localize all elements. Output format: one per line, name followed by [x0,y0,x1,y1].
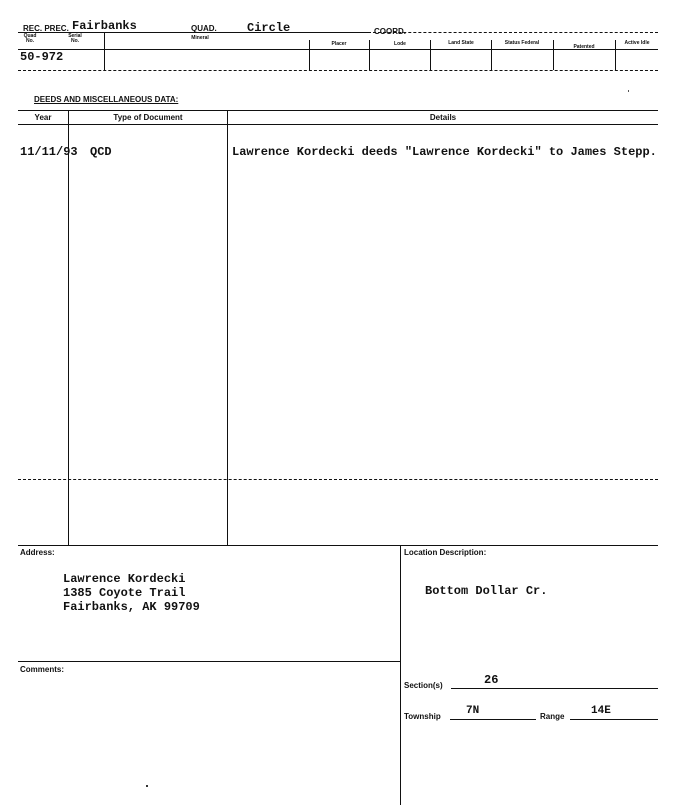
deeds-col-details: Details [429,113,457,122]
address-line-3: Fairbanks, AK 99709 [63,600,200,614]
deeds-rule-header [18,124,658,125]
deeds-rule-bottom [18,545,658,546]
header-divider-lode [369,40,370,70]
scan-speck [628,90,629,92]
scan-speck [146,785,148,787]
header-divider-patented [553,40,554,70]
deeds-col-year: Year [34,113,52,122]
section-label: Section(s) [404,681,443,690]
rec-prec-value: Fairbanks [72,19,137,33]
col-placer: Placer [331,41,347,47]
header-divider-status [491,40,492,70]
range-underline [570,719,658,720]
col-serial-no: Serial No. [68,33,82,44]
header-divider-active [615,40,616,70]
header-rule-bottom [18,70,658,71]
header-divider-mineral [104,32,105,70]
deeds-col-type: Type of Document [113,113,183,122]
header-rule-mid [18,49,658,50]
township-label: Township [404,712,441,721]
township-value: 7N [466,705,480,717]
comments-rule-top [18,661,400,662]
comments-label: Comments: [20,665,65,674]
location-value: Bottom Dollar Cr. [425,584,548,598]
bottom-divider-vertical [400,545,401,805]
address-label: Address: [20,548,55,557]
address-line-2: 1385 Coyote Trail [63,586,186,600]
deed-row-details: Lawrence Kordecki deeds "Lawrence Kordecki" to James Stepp. [232,145,657,159]
range-label: Range [540,712,565,721]
section-underline [451,688,658,689]
deed-row-year: 11/11/93 [20,145,78,159]
section-value: 26 [484,673,499,687]
quad-value: Circle [247,21,291,35]
quad-label: QUAD. [191,24,217,33]
col-patented: Patented [573,44,595,50]
deeds-rule-dashed [18,479,658,480]
township-underline [450,719,536,720]
header-divider-placer [309,40,310,70]
location-label: Location Description: [404,548,487,557]
deed-row-type: QCD [90,145,112,159]
col-quad-no: Quad No. [23,33,37,44]
range-value: 14E [591,705,611,717]
col-status-federal: Status Federal [504,40,540,46]
col-lode: Lode [394,41,406,47]
deeds-section-title: DEEDS AND MISCELLANEOUS DATA: [34,95,179,104]
quad-serial-value: 50-972 [20,50,64,64]
coord-label: COORD. [374,27,406,36]
header-rule-top-dashed [368,32,658,33]
col-land-state: Land State [448,40,474,46]
rec-prec-label: REC. PREC. [23,24,69,33]
col-active-idle: Active Idle [624,40,650,46]
address-line-1: Lawrence Kordecki [63,572,186,586]
col-mineral: Mineral [191,35,209,41]
header-divider-land [430,40,431,70]
deeds-rule-top [18,110,658,111]
